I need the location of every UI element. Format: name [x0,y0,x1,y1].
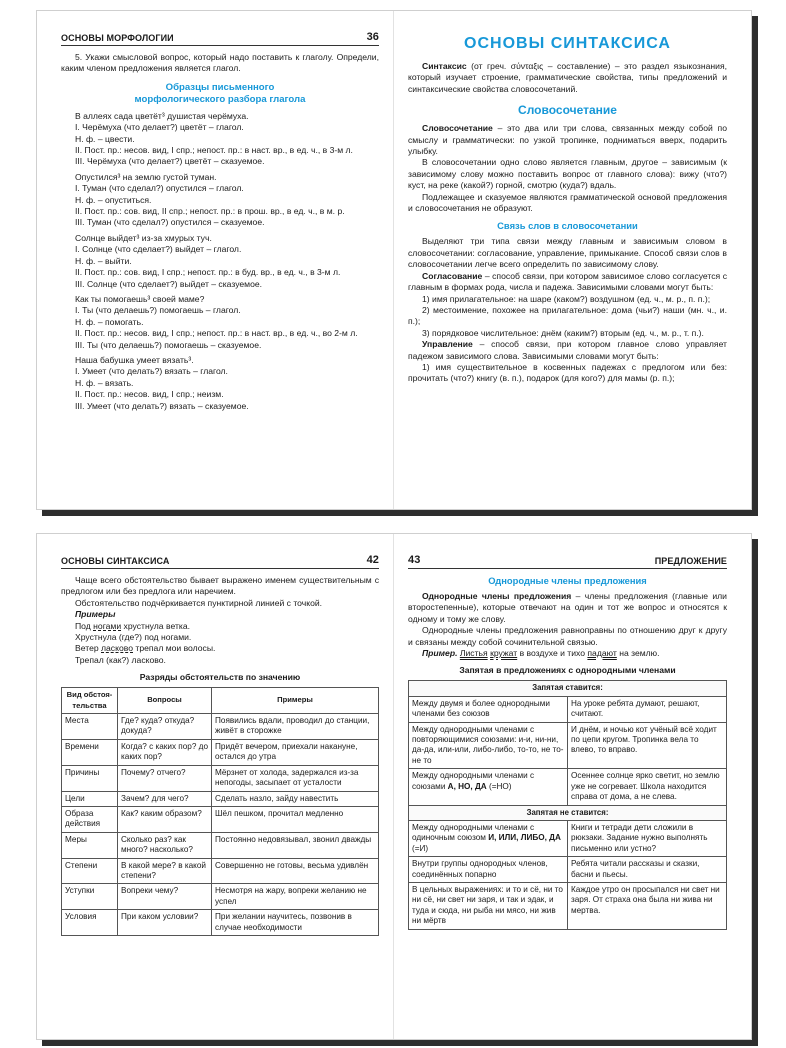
column-header: Вопросы [118,688,212,714]
paragraph: Обстоятельство подчёркивается пунктирной линией с точкой. [75,597,323,608]
example-4: Как ты помогаешь³ своей маме? I. Ты (что делаешь?) помогаешь – глагол. Н. ф. – помогать. II. Пост. пр.: несов. вид, I спр.; непост. пр.: в наст. вр., в ед. ч., во 2-м л. III. Ты (что делаешь?) помогаешь – сказуемое. [75,293,358,350]
example-paragraph: Пример. Листья кружат в воздухе и тихо падают на землю. [422,648,660,659]
agreement-paragraph: Согласование – способ связи, при котором зависимое слово согласуется с главным в формах рода, числа и падежа. Зависимыми словами могут быть: [408,270,727,293]
list-item: 1) имя существительное в косвенных падежах с предлогом или без: прочитать (что?) книгу (в. п.), подарок (для кого?) для мамы (р. п.); [408,361,727,384]
table-group-header: Запятая ставится: [409,681,727,696]
running-header [61,31,379,46]
table-row: Времени Когда? с каких пор? до каких пор? Придёт вечером, приехали накануне, остался до утра [62,739,379,765]
page-number: 42 [366,554,379,566]
subsection-heading: Связь слов в словосочетании [497,220,638,232]
table-row: В цельных выражениях: и то и сё, ни то ни сё, ни свет ни заря, и так и эдак, и туда и сюда, ни рыба ни мясо, ни жив ни мёртв Каждое утро он просыпался ни свет ни заря. От страха она была ни жива ни мертва. [409,882,727,929]
example-line: Хрустнула (где?) под ногами. [75,632,192,643]
chapter-title: ОСНОВЫ СИНТАКСИСА [464,35,671,52]
table-row: Условия При каком условии? При желании научитесь, позвонив в случае необходимости [62,910,379,936]
table-row: Места Где? куда? откуда? докуда? Появились вдали, проводил до станции, живёт в сторожке [62,714,379,740]
page-42 [37,534,394,1039]
government-paragraph: Управление – способ связи, при котором главное слово управляет падежом зависимого слова. Зависимыми словами могут быть: [408,339,727,361]
definition-paragraph: Однородные члены предложения – члены предложения (главные или второстепенные), которые отвечают на один и тот же вопрос и относятся к одному и тому же слову. [408,591,727,624]
table-row: Между однородными членами с союзами А, НО, ДА (=НО) Осеннее солнце ярко светит, но землю уже не согревает. Школа находится справа от дома, а не слева. [409,769,727,805]
example-2: Опустился³ на землю густой туман. I. Туман (что сделал?) опустился – глагол. Н. ф. – опуститься. II. Пост. пр.: сов. вид, II спр.; непост. пр.: в прош. вр., в ед. ч., в м. р. III. Туман (что сделал?) опустился – сказуемое. [75,171,345,228]
table-row: Меры Сколько раз? как много? насколько? Постоянно недовязывал, звонил дважды [62,832,379,858]
table-row: Образа действия Как? каким образом? Шёл пешком, прочитал медленно [62,806,379,832]
paragraph: Чаще всего обстоятельство бывает выражено именем существительным с предлогом или без предлога или наречием. [61,575,379,597]
examples-label: Примеры [75,609,116,620]
example-1: В аллеях сада цветёт³ душистая черёмуха. I. Черёмуха (что делает?) цветёт – глагол. Н. ф. – цвести. II. Пост. пр.: несов. вид, I спр.; непост. пр.: в наст. вр., в ед. ч., в 3-м л. III. Черёмуха (что делает?) цветёт – сказуемое. [75,110,353,167]
page-number: 36 [366,31,379,43]
table-header-row [62,688,379,714]
task-text: 5. Укажи смысловой вопрос, который надо поставить к глаголу. Определи, каким членом предложения является глагол. [61,52,379,74]
table-row: Степени В какой мере? в какой степени? Совершенно не готовы, весьма удивлён [62,858,379,884]
list-item: 1) имя прилагательное: на шаре (каком?) воздушном (ед. ч., м. р., п. п.); [422,293,711,304]
column-header: Примеры [212,688,379,714]
example-line: Трепал (как?) ласково. [75,654,166,665]
page-number: 43 [408,554,421,566]
example-5: Наша бабушка умеет вязать³. I. Умеет (что делать?) вязать – глагол. Н. ф. – вязать. II. Пост. пр.: несов. вид, I спр.; неизм. III. Умеет (что делать?) вязать – сказуемое. [75,354,249,411]
table-row: Причины Почему? отчего? Мёрзнет от холода, задержался из-за непогоды, засыпает от усталости [62,765,379,791]
running-header [408,554,727,569]
header-title: ОСНОВЫ МОРФОЛОГИИ [61,33,174,43]
table-group-header: Запятая не ставится: [409,805,727,820]
table-row: Между однородными членами с повторяющимися союзами: и-и, ни-ни, да-да, или-или, либо-либо, то-то, не то-не то И днём, и ночью кот учёный всё ходит по цепи кругом. Тропинка вела то влево, то вправо. [409,722,727,769]
column-header: Вид обстоя-тельства [62,688,118,714]
top-spread [36,10,752,510]
table-row: Уступки Вопреки чему? Несмотря на жару, вопреки желанию не успел [62,884,379,910]
page-43 [394,534,751,1039]
section-heading: Словосочетание [518,103,617,118]
table-row: Цели Зачем? для чего? Сделать назло, зайду навестить [62,791,379,806]
paragraph: Однородные члены предложения равноправны по отношению друг к другу и связаны между собой сочинительной связью. [408,625,727,647]
table-title: Запятая в предложениях с однородными членами [459,665,676,676]
section-heading: Образцы письменного морфологического разбора глагола [134,81,306,105]
table-row: Между однородными членами с одиночным союзом И, ИЛИ, ЛИБО, ДА (=И) Книги и тетради дети сложили в рюкзаки. Задание нужно выполнять письменно или устно? [409,820,727,856]
paragraph: Выделяют три типа связи между главным и зависимым словом в словосочетании: согласование, управление, примыкание. Способ связи слов в словосочетании легче всего определить по зависимому слову. [408,236,727,270]
intro-paragraph: Синтаксис (от греч. σύνταξις – составление) – это раздел языкознания, который изучает строение, грамматические свойства, типы предложений и синтаксические свойства словосочетаний. [408,61,727,94]
running-header [61,554,379,569]
definition-paragraph: Словосочетание – это два или три слова, связанных между собой по смыслу и грамматически: по узкой тропинке, подниматься вверх, подарить улыбку. [408,123,727,157]
example-line: Под ногами хрустнула ветка. [75,620,190,631]
paragraph: Подлежащее и сказуемое являются грамматической основой предложения и словосочетания не образуют. [408,191,727,214]
table-title: Разряды обстоятельств по значению [139,672,301,683]
comma-rules-table [408,680,727,929]
example-line: Ветер ласково трепал мои волосы. [75,643,216,654]
adverbials-table [61,687,379,936]
table-row: Внутри группы однородных членов, соединённых попарно Ребята читали рассказы и сказки, басни и пьесы. [409,857,727,883]
list-item: 2) местоимение, похожее на прилагательное: дома (чьи?) наши (мн. ч., и. п.); [408,304,727,327]
header-title: ПРЕДЛОЖЕНИЕ [654,556,727,566]
page-36 [37,11,394,509]
table-row: Между двумя и более однородными членами без союзов На уроке ребята думают, решают, считают. [409,696,727,722]
page-37 [394,11,751,509]
header-title: ОСНОВЫ СИНТАКСИСА [61,556,170,566]
bottom-spread [36,533,752,1040]
list-item: 3) порядковое числительное: днём (каким?) вторым (ед. ч., м. р., т. п.). [422,327,704,338]
paragraph: В словосочетании одно слово является главным, другое – зависимым (к зависимому слову можно поставить вопрос от главного слова): вижу (что?) куст, на реке (какой?) горной, смотрю (куда?) вдаль. [408,157,727,191]
section-heading: Однородные члены предложения [488,575,647,586]
example-3: Солнце выйдет³ из-за хмурых туч. I. Солнце (что сделает?) выйдет – глагол. Н. ф. – выйти. II. Пост. пр.: сов. вид, I спр.; непост. пр.: в буд. вр., в ед. ч., в 3-м л. III. Солнце (что сделает?) выйдет – сказуемое. [75,232,341,289]
